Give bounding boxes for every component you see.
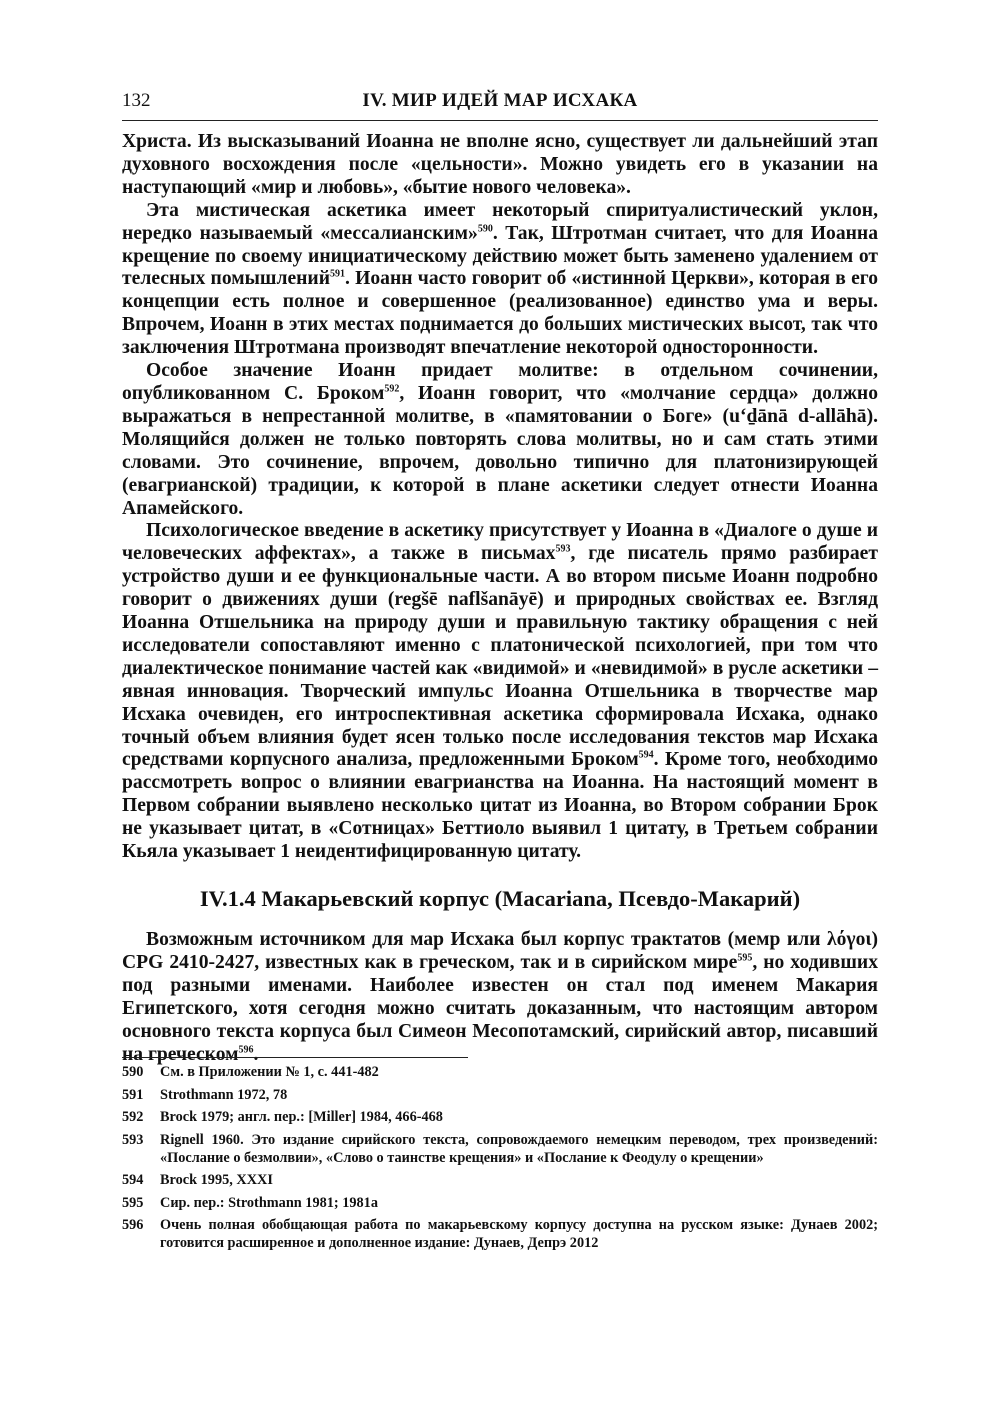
- text-run: Христа. Из высказываний Иоанна не вполне ясно, существует ли дальнейший этап духовного восхождения после «цельности». Можно увидеть его в указании на наступающий «мир и любовь», «бытие нового человека».: [122, 131, 878, 198]
- page-number: 132: [122, 90, 151, 111]
- text-run: , но ходивших под разными именами. Наиболее известен он стал под именем Макария Египетского, хотя сегодня можно считать доказанным, что настоящим автором основного текста корпуса был Симеон Месопотамский, сирийский автор, писавший на греческом: [122, 951, 878, 1065]
- footnote-text: Brock 1979; англ. пер.: [Miller] 1984, 466-468: [160, 1109, 443, 1125]
- page-header: [122, 86, 878, 121]
- footnote-ref: 591: [330, 268, 346, 280]
- footnote-number: 594: [122, 1172, 144, 1188]
- footnote-number: 593: [122, 1131, 144, 1148]
- footnote-number: 595: [122, 1194, 144, 1211]
- text-run: .: [253, 1043, 259, 1065]
- text-run: . Кроме того, необходимо рассмотреть вопрос о влиянии евагрианства на Иоанна. На настоящий момент в Первом собрании выявлено несколько цитат из Иоанна, во Втором собрании Брок не указывает цитат, в «Сотницах» Беттиоло выявил 1 цитату, в Третьем собрании Кьяла указывает 1 неидентифицированную цитату.: [122, 749, 878, 863]
- footnote-ref: 594: [638, 749, 654, 761]
- footnote: [122, 1131, 878, 1167]
- footnote-number: 592: [122, 1109, 144, 1125]
- paragraph: [122, 360, 878, 520]
- footnote-number: 596: [122, 1217, 144, 1233]
- paragraph: [122, 520, 878, 864]
- footnote-ref: 595: [737, 952, 753, 964]
- footnote-ref: 590: [477, 223, 493, 235]
- footnote-ref: 593: [555, 543, 571, 555]
- footnote-text: Rignell 1960. Это издание сирийского текста, сопровождаемого немецким переводом, трех произведений: «Послание о безмолвии», «Слово о таинстве крещения» и «Послание к Феодулу о крещении»: [160, 1131, 878, 1166]
- footnote-text: Strothmann 1972, 78: [160, 1086, 288, 1103]
- paragraph: [122, 131, 878, 200]
- text-run: . Иоанн часто говорит об «истинной Церкви», которая в его концепции есть полное и совершенное (реализованное) единство ума и веры. Впрочем, Иоанн в этих местах поднимается до больших мистических высот, так что заключения Штротмана производят впечатление некоторой односторонности.: [122, 268, 878, 359]
- footnote-text: Brock 1995, XXXI: [160, 1172, 273, 1188]
- footnote: [122, 1194, 878, 1212]
- section-text: [122, 929, 878, 1066]
- footnote: [122, 1108, 878, 1126]
- running-head: IV. МИР ИДЕЙ МАР ИСХАКА: [362, 90, 638, 111]
- text-run: Психологическое введение в аскетику присутствует у Иоанна в «Диалоге о душе и человеческих аффектах», а также в письмах: [122, 520, 878, 565]
- footnote-text: См. в Приложении № 1, с. 441-482: [160, 1064, 379, 1080]
- text-run: Особое значение Иоанн придает молитве: в отдельном сочинении, опубликованном С. Броком: [122, 360, 878, 404]
- text-run: Возможным источником для мар Исхака был корпус трактатов (мемр или λόγοι) CPG 2410-2427, известных как в греческом, так и в сирийском мире: [122, 929, 878, 973]
- footnote-text: Очень полная обобщающая работа по макарьевскому корпусу доступна на русском языке: Дунаев 2002; готовится расширенное и дополненное издание: Дунаев, Депрэ 2012: [160, 1217, 878, 1251]
- footnote-number: 590: [122, 1064, 144, 1080]
- footnote: [122, 1216, 878, 1252]
- body-text: [122, 131, 878, 864]
- footnote: [122, 1063, 878, 1081]
- text-run: , где писатель прямо разбирает устройство души и ее функциональные части. А во втором письме Иоанн подробно говорит о движениях души (regšē naflšanāyē) и природных свойствах ее. Взгляд Иоанна Отшельника на природу души и правильную тактику обращения с ней исследователи сопоставляют именно с платонической психологией, при том что диалектическое понимание частей как «видимой» и «невидимой» в русле аскетики – явная инновация. Творческий импульс Иоанна Отшельника в творчестве мар Исхака очевиден, его интроспективная аскетика сформировала Исхака, однако точный объем влияния будет ясен только после исследования текстов мар Исхака средствами корпусного анализа, предложенными Броком: [122, 543, 878, 771]
- footnote-text: Сир. пер.: Strothmann 1981; 1981a: [160, 1194, 378, 1211]
- section-paragraph: [122, 929, 878, 1066]
- footnote-ref: 596: [238, 1044, 254, 1055]
- footnote-rule: [122, 1057, 468, 1058]
- footnote-ref: 592: [384, 383, 400, 395]
- footnotes: [122, 1063, 878, 1257]
- footnote: [122, 1171, 878, 1189]
- footnote-number: 591: [122, 1086, 144, 1103]
- paragraph: [122, 200, 878, 360]
- footnote: [122, 1086, 878, 1104]
- text-run: , Иоанн говорит, что «молчание сердца» должно выражаться в непрестанной молитве, в «памятовании о Боге» (u‘ḏānā d-allāhā). Молящийся должен не только повторять слова молитвы, но и сам стать этими словами. Это сочинение, впрочем, довольно типично для платонизирующей (евагрианской) традиции, к которой в плане аскетики следует отнести Иоанна Апамейского.: [122, 382, 878, 519]
- text-run: Эта мистическая аскетика имеет некоторый спиритуалистический уклон, нередко называемый «мессалианским»: [122, 199, 878, 244]
- section-title: IV.1.4 Макарьевский корпус (Macariana, Псевдо-Макарий): [199, 886, 801, 911]
- text-run: . Так, Штротман считает, что для Иоанна крещение по своему инициатическому действию может быть заменено удалением от телесных помышлений: [122, 222, 879, 290]
